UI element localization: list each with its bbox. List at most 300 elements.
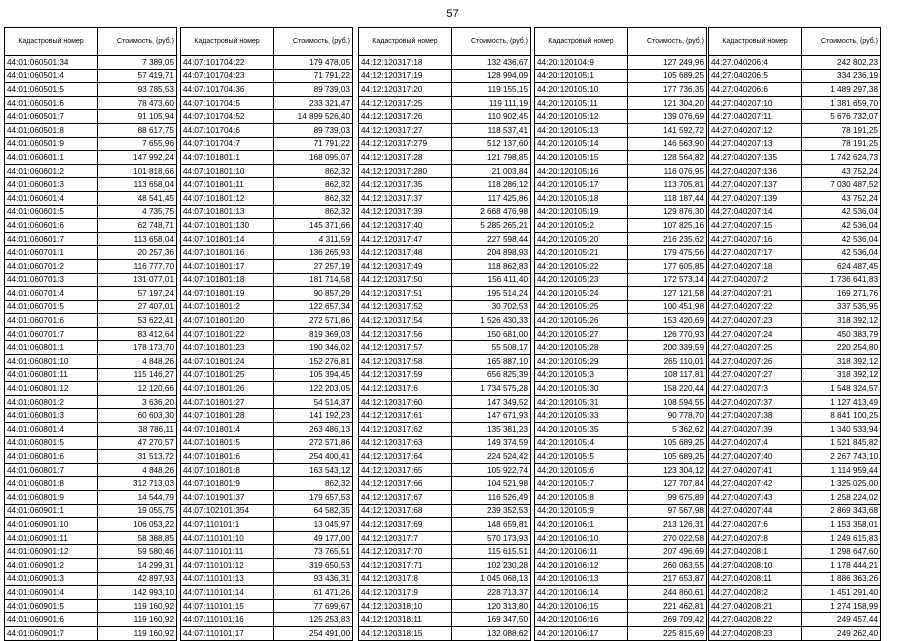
cadastral-number-cell: 44:12:120317:49 [359,259,452,273]
table-row [709,382,881,396]
table-row [535,164,707,178]
cost-cell: 42 536,04 [802,246,881,260]
cadastral-number-cell: 44:01:060901:6 [5,613,98,627]
table-row [181,273,353,287]
cadastral-number-cell: 44:07:101801:12 [181,191,274,205]
cost-cell: 5 285 265,21 [452,219,531,233]
cadastral-number-cell: 44:07:110101:17 [181,626,274,640]
cost-cell: 12 120,66 [98,382,177,396]
table-row [181,123,353,137]
cost-cell: 20 257,36 [98,246,177,260]
cadastral-number-cell: 44:27:040206:4 [709,56,802,70]
cadastral-number-cell: 44:07:101704:6 [181,123,274,137]
header-cost: Стоимость, (руб.) [452,28,531,56]
cost-cell: 119 160,92 [98,599,177,613]
cadastral-number-cell: 44:20:120105:6 [535,463,628,477]
cost-cell: 132 436,67 [452,56,531,70]
cadastral-number-cell: 44:07:101704:52 [181,110,274,124]
table-row [5,137,177,151]
cadastral-number-cell: 44:20:120105:28 [535,341,628,355]
table-row [359,151,531,165]
cost-cell: 5 362,62 [628,423,707,437]
cadastral-number-cell: 44:20:120106:17 [535,626,628,640]
cost-cell: 89 739,03 [274,83,353,97]
cost-cell: 1 258 224,02 [802,491,881,505]
cadastral-number-cell: 44:27:040207:4 [709,436,802,450]
table-row [5,382,177,396]
cadastral-number-cell: 44:01:060501:9 [5,137,98,151]
cost-cell: 1 274 158,99 [802,599,881,613]
cost-cell: 1 325 025,00 [802,477,881,491]
cadastral-number-cell: 44:20:120105:8 [535,491,628,505]
cost-cell: 148 659,81 [452,518,531,532]
table-row [535,69,707,83]
cost-cell: 450 383,79 [802,327,881,341]
table-row [535,151,707,165]
table-row [5,314,177,328]
cadastral-number-cell: 44:01:060901:3 [5,572,98,586]
table-row [5,259,177,273]
cost-cell: 127 249,96 [628,56,707,70]
cadastral-number-cell: 44:12:120317:50 [359,273,452,287]
cost-cell: 120 313,80 [452,599,531,613]
table-row [535,463,707,477]
table-row [359,273,531,287]
cost-cell: 101 818,66 [98,164,177,178]
cadastral-number-cell: 44:07:101801:9 [181,477,274,491]
cadastral-number-cell: 44:12:120317:26 [359,110,452,124]
table-row [181,83,353,97]
table-row [359,219,531,233]
table-row [535,504,707,518]
table-row [5,327,177,341]
cadastral-number-cell: 44:12:120317:8 [359,572,452,586]
cadastral-number-cell: 44:12:120317:47 [359,232,452,246]
table-row [359,436,531,450]
cadastral-number-cell: 44:01:060801:1 [5,341,98,355]
cost-cell: 121 798,85 [452,151,531,165]
cost-cell: 195 514,24 [452,287,531,301]
cost-cell: 213 126,31 [628,518,707,532]
table-row [709,110,881,124]
cost-cell: 272 571,86 [274,314,353,328]
cost-cell: 57 419,71 [98,69,177,83]
header-cost: Стоимость, (руб.) [628,28,707,56]
table-row [359,123,531,137]
table-row [181,436,353,450]
cost-cell: 107 825,16 [628,219,707,233]
cost-cell: 158 220,44 [628,382,707,396]
cost-cell: 5 676 732,07 [802,110,881,124]
cadastral-number-cell: 44:27:040207:10 [709,96,802,110]
cadastral-number-cell: 44:07:101801:4 [181,423,274,437]
table-row [709,56,881,70]
cost-cell: 89 739,03 [274,123,353,137]
cadastral-number-cell: 44:27:040206:6 [709,83,802,97]
table-row [181,382,353,396]
cadastral-number-cell: 44:12:120317:58 [359,355,452,369]
cost-cell: 1 178 444,21 [802,558,881,572]
table-row [709,504,881,518]
cost-cell: 106 053,22 [98,518,177,532]
cost-cell: 128 994,09 [452,69,531,83]
cadastral-number-cell: 44:01:060701:1 [5,246,98,260]
table-row [181,558,353,572]
header-cost: Стоимость, (руб.) [98,28,177,56]
cadastral-number-cell: 44:20:120105:27 [535,327,628,341]
table-row [181,69,353,83]
table-row [535,545,707,559]
table-row [535,123,707,137]
cost-cell: 116 777,70 [98,259,177,273]
table-row [359,613,531,627]
table-row [5,491,177,505]
cadastral-number-cell: 44:27:040207:23 [709,314,802,328]
cadastral-number-cell: 44:27:040208:1 [709,545,802,559]
table-row [5,518,177,532]
table-row [359,450,531,464]
cadastral-number-cell: 44:27:040207:18 [709,259,802,273]
cost-cell: 105 689,25 [628,436,707,450]
table-row [535,314,707,328]
cost-cell: 862,32 [274,205,353,219]
table-row [5,123,177,137]
cost-cell: 168 095,07 [274,151,353,165]
cost-cell: 7 655,96 [98,137,177,151]
cadastral-number-cell: 44:01:060801:7 [5,463,98,477]
cost-cell: 113 658,04 [98,232,177,246]
cost-cell: 100 451,98 [628,300,707,314]
cadastral-number-cell: 44:01:060501:4 [5,69,98,83]
cadastral-number-cell: 44:20:120105:33 [535,409,628,423]
cost-cell: 117 425,86 [452,191,531,205]
cost-cell: 14 544,79 [98,491,177,505]
cadastral-number-cell: 44:01:060601:1 [5,151,98,165]
cadastral-number-cell: 44:01:060501:8 [5,123,98,137]
cadastral-number-cell: 44:12:120317:6 [359,382,452,396]
cadastral-number-cell: 44:27:040208:22 [709,613,802,627]
cost-cell: 119 111,19 [452,96,531,110]
cost-cell: 90 778,70 [628,409,707,423]
cadastral-number-cell: 44:27:040207:42 [709,477,802,491]
cadastral-number-cell: 44:07:101801:10 [181,164,274,178]
table-row [181,491,353,505]
cadastral-number-cell: 44:20:120105:29 [535,355,628,369]
cadastral-number-cell: 44:27:040207:13 [709,137,802,151]
cost-cell: 122 203,05 [274,382,353,396]
cost-cell: 61 471,26 [274,586,353,600]
cadastral-number-cell: 44:07:101801:11 [181,178,274,192]
cost-cell: 115 146,27 [98,368,177,382]
cost-cell: 77 699,67 [274,599,353,613]
cadastral-number-cell: 44:20:120106:13 [535,572,628,586]
cadastral-number-cell: 44:20:120105:15 [535,151,628,165]
cost-cell: 270 022,58 [628,531,707,545]
cost-cell: 318 392,12 [802,368,881,382]
cadastral-number-cell: 44:27:040207:12 [709,123,802,137]
cadastral-number-cell: 44:07:101801:14 [181,232,274,246]
cadastral-number-cell: 44:27:040207:27 [709,368,802,382]
table-row [5,613,177,627]
cost-cell: 78 191,25 [802,137,881,151]
cadastral-number-cell: 44:27:040207:17 [709,246,802,260]
cadastral-number-cell: 44:07:110101:16 [181,613,274,627]
table-row [535,409,707,423]
cadastral-number-cell: 44:12:120317:18 [359,56,452,70]
cadastral-number-cell: 44:12:120317:61 [359,409,452,423]
cadastral-number-cell: 44:07:101801:19 [181,287,274,301]
cost-cell: 149 374,59 [452,436,531,450]
table-header-row [359,28,531,56]
cost-cell: 249 457,44 [802,613,881,627]
table-row [709,123,881,137]
cost-cell: 200 339,59 [628,341,707,355]
cost-cell: 163 543,12 [274,463,353,477]
cost-cell: 142 993,10 [98,586,177,600]
table-row [709,259,881,273]
cadastral-cost-table [4,27,177,641]
table-row [5,586,177,600]
header-cost: Стоимость, (руб.) [802,28,881,56]
table-row [709,531,881,545]
cost-cell: 862,32 [274,178,353,192]
cost-cell: 139 076,69 [628,110,707,124]
cadastral-number-cell: 44:01:060901:11 [5,531,98,545]
cadastral-number-cell: 44:01:060901:12 [5,545,98,559]
cost-cell: 14 299,31 [98,558,177,572]
header-cadastral-number: Кадастровый номер [709,28,802,56]
cadastral-number-cell: 44:20:120105:26 [535,314,628,328]
cost-cell: 146 563,90 [628,137,707,151]
cadastral-number-cell: 44:12:120318:11 [359,613,452,627]
cost-cell: 2 267 743,10 [802,450,881,464]
cost-cell: 105 922,74 [452,463,531,477]
cadastral-number-cell: 44:20:120106:14 [535,586,628,600]
cadastral-number-cell: 44:12:120317:68 [359,504,452,518]
cadastral-number-cell: 44:12:120317:71 [359,558,452,572]
table-row [359,477,531,491]
table-row [5,423,177,437]
cost-cell: 337 535,95 [802,300,881,314]
table-row [709,491,881,505]
cost-cell: 318 392,12 [802,355,881,369]
table-row [5,178,177,192]
table-row [709,586,881,600]
cost-cell: 93 436,31 [274,572,353,586]
table-row [709,423,881,437]
cost-cell: 169 347,50 [452,613,531,627]
table-row [359,137,531,151]
table-row [359,518,531,532]
cost-cell: 260 063,55 [628,558,707,572]
cadastral-number-cell: 44:01:060801:3 [5,409,98,423]
cadastral-number-cell: 44:01:060601:5 [5,205,98,219]
cost-cell: 1 298 647,60 [802,545,881,559]
cadastral-cost-table [534,27,707,641]
cadastral-number-cell: 44:27:040207:16 [709,232,802,246]
cost-cell: 115 615,51 [452,545,531,559]
cadastral-number-cell: 44:07:101801:8 [181,463,274,477]
table-row [181,151,353,165]
table-row [709,164,881,178]
cadastral-number-cell: 44:27:040207:6 [709,518,802,532]
cadastral-cost-table [358,27,531,641]
table-row [535,586,707,600]
cost-cell: 4 848,26 [98,463,177,477]
cost-cell: 31 513,72 [98,450,177,464]
table-row [709,463,881,477]
table-row [709,178,881,192]
table-row [181,545,353,559]
table-row [535,205,707,219]
cost-cell: 62 748,71 [98,219,177,233]
cadastral-number-cell: 44:12:120317:67 [359,491,452,505]
cadastral-number-cell: 44:01:060701:6 [5,314,98,328]
cost-cell: 57 197,24 [98,287,177,301]
table-row [181,368,353,382]
cost-cell: 227 598,44 [452,232,531,246]
table-row [359,178,531,192]
cadastral-number-cell: 44:20:120105:3 [535,368,628,382]
cadastral-number-cell: 44:12:120317:57 [359,341,452,355]
table-row [181,599,353,613]
cost-cell: 131 077,01 [98,273,177,287]
cost-cell: 108 117,81 [628,368,707,382]
table-row [535,368,707,382]
table-row [709,518,881,532]
cadastral-number-cell: 44:20:120105:5 [535,450,628,464]
table-row [535,477,707,491]
cost-cell: 121 304,20 [628,96,707,110]
cost-cell: 147 349,52 [452,395,531,409]
cost-cell: 318 392,12 [802,314,881,328]
table-row [359,558,531,572]
table-row [5,300,177,314]
cadastral-number-cell: 44:12:120317:20 [359,83,452,97]
cadastral-number-cell: 44:07:101801:20 [181,314,274,328]
cadastral-number-cell: 44:12:120317:62 [359,423,452,437]
table-row [181,96,353,110]
table-row [709,232,881,246]
table-row [535,382,707,396]
table-row [709,450,881,464]
table-row [359,327,531,341]
cadastral-number-cell: 44:07:110101:15 [181,599,274,613]
cadastral-number-cell: 44:27:040207:43 [709,491,802,505]
table-row [535,232,707,246]
cadastral-number-cell: 44:12:120317:59 [359,368,452,382]
cost-cell: 334 236,19 [802,69,881,83]
cost-cell: 1 249 615,83 [802,531,881,545]
table-row [359,504,531,518]
cadastral-number-cell: 44:20:120105:30 [535,382,628,396]
cadastral-number-cell: 44:12:120317:60 [359,395,452,409]
cadastral-number-cell: 44:27:040208:21 [709,599,802,613]
cadastral-number-cell: 44:27:040207:8 [709,531,802,545]
cadastral-number-cell: 44:07:101801:23 [181,341,274,355]
cost-cell: 239 352,53 [452,504,531,518]
cost-cell: 7 389,05 [98,56,177,70]
header-cost: Стоимость, (руб.) [274,28,353,56]
table-row [535,96,707,110]
table-row [709,151,881,165]
table-row [181,450,353,464]
table-row [709,191,881,205]
table-row [5,273,177,287]
table-row [535,273,707,287]
table-row [709,300,881,314]
table-header-row [709,28,881,56]
cadastral-number-cell: 44:01:060901:5 [5,599,98,613]
table-row [359,164,531,178]
cost-cell: 1 340 533,94 [802,423,881,437]
table-row [535,558,707,572]
cost-cell: 254 491,00 [274,626,353,640]
header-cadastral-number: Кадастровый номер [535,28,628,56]
table-row [359,287,531,301]
cadastral-number-cell: 44:01:060901:1 [5,504,98,518]
cadastral-number-cell: 44:07:101801:5 [181,436,274,450]
cadastral-number-cell: 44:27:040207:2 [709,273,802,287]
table-row [535,178,707,192]
cadastral-number-cell: 44:07:110101:11 [181,545,274,559]
table-row [359,531,531,545]
table-row [5,151,177,165]
table-row [359,232,531,246]
cadastral-number-cell: 44:20:120105:12 [535,110,628,124]
cost-cell: 118 537,41 [452,123,531,137]
cadastral-number-cell: 44:01:060501:5 [5,83,98,97]
table-row [709,436,881,450]
cost-cell: 147 671,93 [452,409,531,423]
cadastral-number-cell: 44:20:120105:22 [535,259,628,273]
cadastral-number-cell: 44:12:120317:64 [359,450,452,464]
cadastral-number-cell: 44:12:120318:15 [359,626,452,640]
cost-cell: 656 825,39 [452,368,531,382]
table-row [5,450,177,464]
cost-cell: 27 407,01 [98,300,177,314]
cadastral-number-cell: 44:01:060801:4 [5,423,98,437]
cost-cell: 244 860,61 [628,586,707,600]
table-row [359,572,531,586]
cadastral-number-cell: 44:07:101704:7 [181,137,274,151]
cost-cell: 127 121,58 [628,287,707,301]
table-row [535,259,707,273]
cost-cell: 156 411,40 [452,273,531,287]
cost-cell: 1 886 363,26 [802,572,881,586]
table-row [709,409,881,423]
cost-cell: 118 286,12 [452,178,531,192]
table-row [181,232,353,246]
table-row [181,613,353,627]
table-row [5,219,177,233]
cost-cell: 152 276,81 [274,355,353,369]
cost-cell: 42 536,04 [802,232,881,246]
cadastral-number-cell: 44:07:101801:16 [181,246,274,260]
cadastral-number-cell: 44:01:060801:8 [5,477,98,491]
cadastral-number-cell: 44:20:120105:19 [535,205,628,219]
table-row [709,314,881,328]
cost-cell: 116 526,49 [452,491,531,505]
cost-cell: 312 713,03 [98,477,177,491]
cost-cell: 4 311,59 [274,232,353,246]
cadastral-number-cell: 44:07:101704:5 [181,96,274,110]
cadastral-number-cell: 44:20:120105:21 [535,246,628,260]
cost-cell: 118 187,44 [628,191,707,205]
table-row [5,599,177,613]
table-row [535,450,707,464]
table-row [181,259,353,273]
